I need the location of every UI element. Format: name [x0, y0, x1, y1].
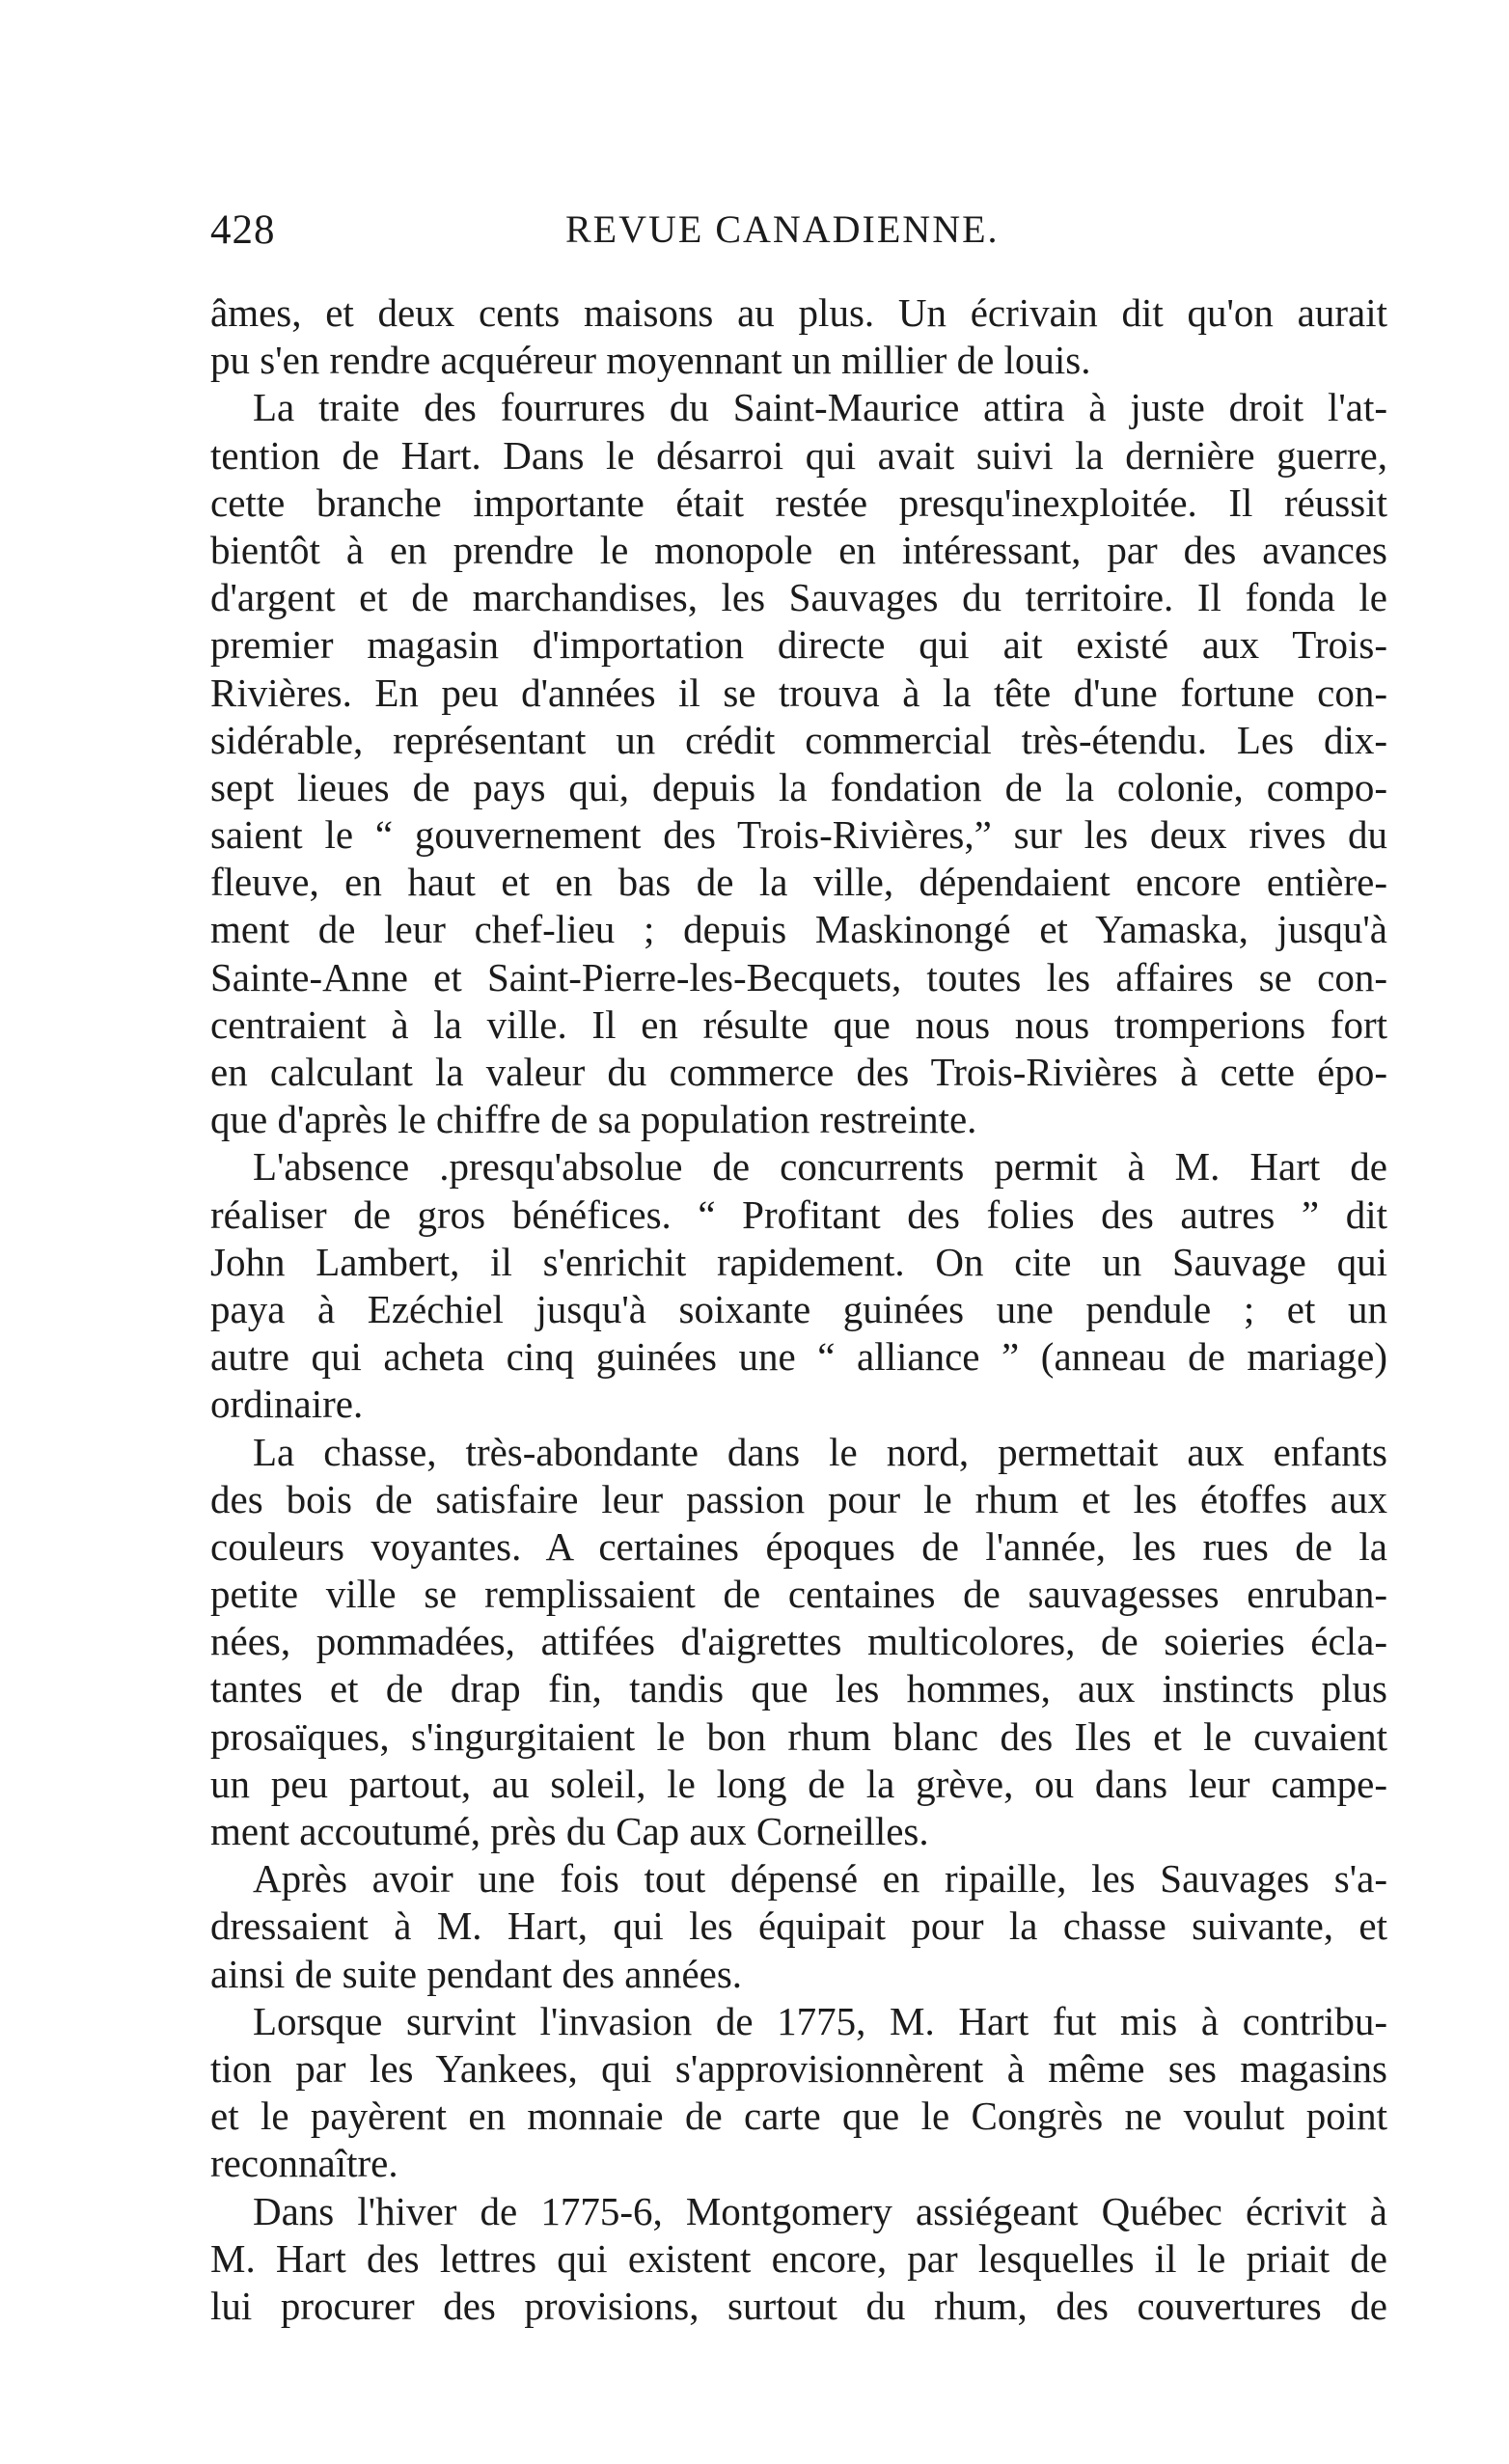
text-line: prosaïques, s'ingurgitaient le bon rhum blanc des Iles et le cuvaient: [210, 1713, 1387, 1759]
text-line: tention de Hart. Dans le désarroi qui avait suivi la dernière guerre,: [210, 432, 1387, 478]
text-line: La chasse, très-abondante dans le nord, permettait aux enfants: [253, 1429, 1387, 1474]
text-line: dressaient à M. Hart, qui les équipait pour la chasse suivante, et: [210, 1903, 1387, 1949]
text-line: M. Hart des lettres qui existent encore, par lesquelles il le priait de: [210, 2235, 1387, 2281]
running-head: [210, 206, 1368, 264]
text-line: un peu partout, au soleil, le long de la grève, ou dans leur campe-: [210, 1761, 1387, 1806]
text-line: réaliser de gros bénéfices. “ Profitant des folies des autres ” dit: [210, 1191, 1387, 1237]
text-line: ment de leur chef-lieu ; depuis Maskinongé et Yamaska, jusqu'à: [210, 907, 1387, 952]
text-line: ainsi de suite pendant des années.: [210, 1951, 743, 1996]
text-line: âmes, et deux cents maisons au plus. Un écrivain dit qu'on aurait: [210, 290, 1387, 335]
text-line: que d'après le chiffre de sa population restreinte.: [210, 1097, 977, 1142]
text-line: tantes et de drap fin, tandis que les hommes, aux instincts plus: [210, 1666, 1387, 1711]
text-line: ordinaire.: [210, 1382, 364, 1427]
text-line: ment accoutumé, près du Cap aux Corneilles.: [210, 1809, 929, 1853]
text-line: paya à Ezéchiel jusqu'à soixante guinées une pendule ; et un: [210, 1286, 1387, 1331]
text-line: Rivières. En peu d'années il se trouva à la tête d'une fortune con-: [210, 670, 1387, 715]
text-line: saient le “ gouvernement des Trois-Rivières,” sur les deux rives du: [210, 812, 1387, 858]
text-line: et le payèrent en monnaie de carte que le Congrès ne voulut point: [210, 2094, 1387, 2139]
text-line: couleurs voyantes. A certaines époques de l'année, les rues de la: [210, 1523, 1387, 1569]
text-line: lui procurer des provisions, surtout du rhum, des couvertures de: [210, 2283, 1387, 2328]
text-line: autre qui acheta cinq guinées une “ alliance ” (anneau de mariage): [210, 1334, 1387, 1380]
text-line: petite ville se remplissaient de centaines de sauvagesses enruban-: [210, 1572, 1387, 1617]
text-line: centraient à la ville. Il en résulte que nous nous tromperions fort: [210, 1001, 1387, 1047]
text-line: Après avoir une fois tout dépensé en ripaille, les Sauvages s'a-: [253, 1856, 1387, 1902]
text-line: cette branche importante était restée presqu'inexploitée. Il réussit: [210, 479, 1387, 525]
text-line: d'argent et de marchandises, les Sauvages du territoire. Il fonda le: [210, 575, 1387, 620]
text-line: pu s'en rendre acquéreur moyennant un millier de louis.: [210, 338, 1091, 383]
text-line: reconnaître.: [210, 2141, 398, 2186]
text-line: sidérable, représentant un crédit commercial très-étendu. Les dix-: [210, 717, 1387, 762]
text-line: L'absence .presqu'absolue de concurrents permit à M. Hart de: [253, 1144, 1387, 1190]
text-line: fleuve, en haut et en bas de la ville, dépendaient encore entière-: [210, 860, 1387, 905]
text-line: des bois de satisfaire leur passion pour le rhum et les étoffes aux: [210, 1476, 1387, 1521]
body-text: [210, 289, 1387, 2330]
text-line: premier magasin d'importation directe qui ait existé aux Trois-: [210, 622, 1387, 668]
text-line: bientôt à en prendre le monopole en intéressant, par des avances: [210, 527, 1387, 572]
text-line: sept lieues de pays qui, depuis la fondation de la colonie, compo-: [210, 764, 1387, 809]
text-line: Dans l'hiver de 1775-6, Montgomery assiégeant Québec écrivit à: [253, 2188, 1387, 2233]
journal-title: REVUE CANADIENNE.: [565, 207, 1000, 251]
text-line: Sainte-Anne et Saint-Pierre-les-Becquets, toutes les affaires se con-: [210, 954, 1387, 999]
text-line: La traite des fourrures du Saint-Maurice attira à juste droit l'at-: [253, 385, 1387, 430]
text-line: tion par les Yankees, qui s'approvisionnèrent à même ses magasins: [210, 2045, 1387, 2091]
text-line: John Lambert, il s'enrichit rapidement. On cite un Sauvage qui: [210, 1239, 1387, 1284]
text-line: Lorsque survint l'invasion de 1775, M. Hart fut mis à contribu-: [253, 1998, 1387, 2043]
text-line: en calculant la valeur du commerce des Trois-Rivières à cette épo-: [210, 1050, 1387, 1094]
text-line: nées, pommadées, attifées d'aigrettes multicolores, de soieries écla-: [210, 1619, 1387, 1664]
page-number: 428: [210, 207, 276, 253]
